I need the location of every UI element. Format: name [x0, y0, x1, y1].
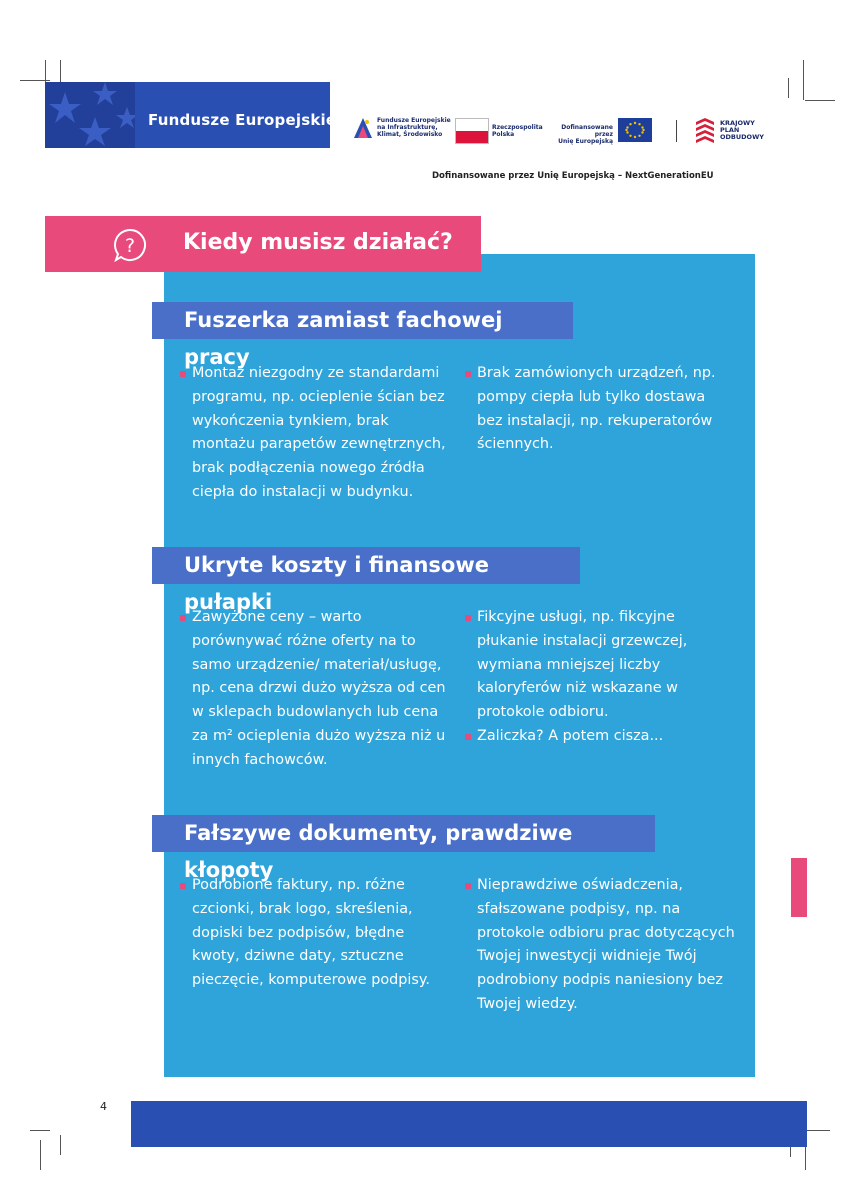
logo-line: na Infrastrukturę,	[377, 124, 438, 131]
list-item: Fikcyjne usługi, np. fikcyjne płukanie instalacji grzewczej, wymiana mniejszej liczby kaloryferów niż wskazane w protokole odbioru.	[465, 606, 740, 725]
poland-flag-icon	[455, 118, 489, 144]
section-title: Fuszerka zamiast fachowej pracy	[152, 302, 573, 339]
crop-mark	[805, 100, 835, 101]
footer-bar	[131, 1101, 807, 1147]
logo-divider	[676, 120, 677, 142]
kpo-logo-icon	[694, 118, 716, 148]
fe-infrastructure-text	[377, 117, 451, 138]
list-item: Zaliczka? A potem cisza...	[465, 725, 740, 749]
logo-line: Fundusze Europejskie	[377, 117, 451, 124]
fe-infrastructure-logo	[352, 116, 374, 144]
section-right-column	[465, 606, 740, 749]
ue-cofinanced-text	[551, 124, 613, 145]
eu-stars-decoration-icon	[45, 82, 135, 148]
logo-line: Rzeczpospolita	[492, 124, 543, 131]
crop-mark	[40, 1140, 41, 1170]
logo-line: Polska	[492, 131, 515, 138]
logo-line: PLAN	[720, 126, 740, 134]
side-pink-tab	[791, 858, 807, 917]
list-item: Podrobione faktury, np. różne czcionki, brak logo, skreślenia, dopiski bez podpisów, błędne kwoty, dziwne daty, sztuczne pieczęcie, komputerowe podpisy.	[180, 874, 455, 993]
svg-text:?: ?	[124, 235, 136, 257]
section-left-column	[180, 362, 455, 505]
cofinanced-line: Dofinansowane przez Unię Europejską – NextGenerationEU	[432, 171, 714, 181]
fundusze-europejskie-title: Fundusze Europejskie	[148, 111, 337, 129]
section-right-column	[465, 362, 735, 457]
page-number: 4	[100, 1100, 107, 1113]
crop-mark	[788, 78, 789, 98]
list-item: Brak zamówionych urządzeń, np. pompy ciepła lub tylko dostawa bez instalacji, np. rekuperatorów ściennych.	[465, 362, 735, 457]
section-right-column	[465, 874, 745, 1017]
section-left-column	[180, 874, 455, 993]
crop-mark	[60, 1135, 61, 1155]
crop-mark	[30, 1130, 50, 1131]
logo-line: ODBUDOWY	[720, 133, 764, 141]
fe-logo-icon	[352, 116, 374, 140]
section-title: Fałszywe dokumenty, prawdziwe kłopoty	[152, 815, 655, 852]
rzeczpospolita-text	[492, 124, 543, 138]
section-title: Ukryte koszty i finansowe pułapki	[152, 547, 580, 584]
logo-line: KRAJOWY	[720, 119, 755, 127]
logo-line: Klimat, Środowisko	[377, 131, 443, 138]
kpo-text	[720, 120, 764, 141]
logo-line: Dofinansowane przez	[561, 124, 613, 138]
crop-mark	[805, 1130, 830, 1131]
question-bubble-icon	[113, 228, 147, 262]
section-left-column	[180, 606, 455, 773]
list-item: Nieprawdziwe oświadczenia, sfałszowane podpisy, np. na protokole odbioru prac dotyczących Twojej inwestycji widnieje Twój podrobiony podpis naniesiony bez Twojej wiedzy.	[465, 874, 745, 1017]
page-title: Kiedy musisz działać?	[183, 230, 453, 255]
eu-flag-icon	[618, 118, 652, 146]
logo-line: Unię Europejską	[558, 138, 613, 145]
crop-mark	[803, 60, 804, 100]
list-item: Montaż niezgodny ze standardami programu, np. ocieplenie ścian bez wykończenia tynkiem, brak montażu parapetów zewnętrznych, brak podłączenia nowego źródła ciepła do instalacji w budynku.	[180, 362, 455, 505]
list-item: Zawyżone ceny – warto porównywać różne oferty na to samo urządzenie/ materiał/usługę, np. cena drzwi dużo wyższa od cen w sklepach budowlanych lub cena za m² ocieplenia dużo wyższa niż u innych fachowców.	[180, 606, 455, 773]
